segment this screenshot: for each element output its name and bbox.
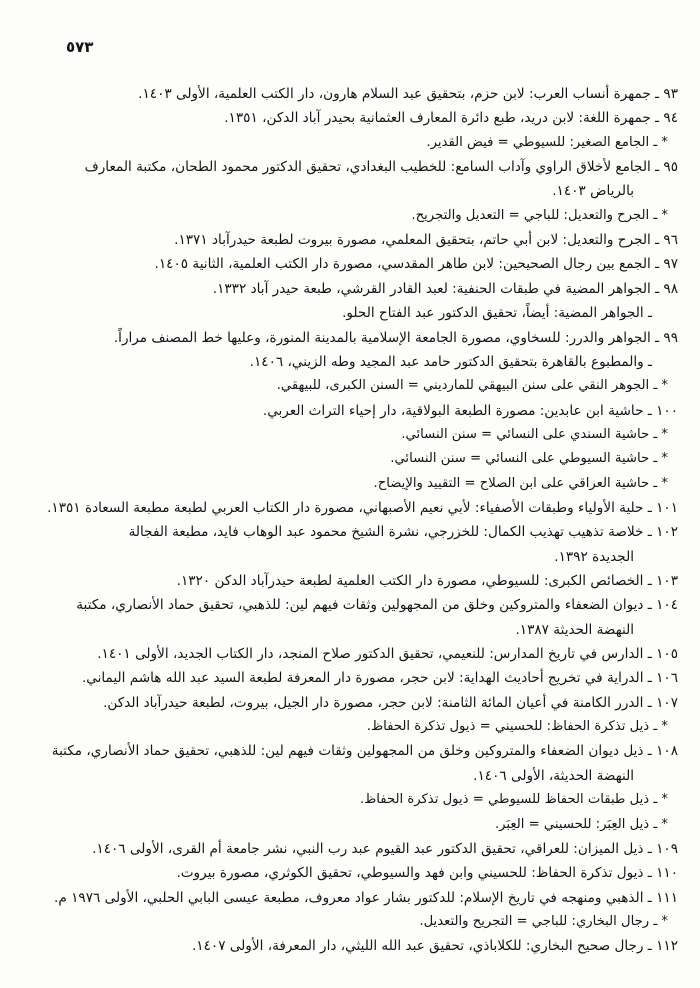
bibliography-entry: ١٠٠ ـ حاشية ابن عابدين: مصورة الطبعة البولاقية، دار إحياء التراث العربي. (262, 402, 678, 419)
cross-reference: * ـ حاشية السندي على النسائي = سنن النسائي. (401, 426, 668, 442)
entry-continuation: ـ والمطبوع بالقاهرة بتحقيق الدكتور حامد عبد المجيد وطه الزيني، ١٤٠٦. (249, 353, 652, 370)
cross-reference: * ـ ذيل تذكرة الحفاظ: للحسيني = ذيول تذكرة الحفاظ. (366, 719, 668, 735)
bibliography-entry: ١١٢ ـ رجال صحيح البخاري: للكلاباذي، تحقيق عبد الله الليثي، دار المعرفة، الأولى ١٤٠٧. (191, 938, 678, 955)
bibliography-entry: ١٠٣ ـ الخصائص الكبرى: للسيوطي، مصورة دار الكتب العلمية لطبعة حيدرآباد الدكن ١٣٢٠. (176, 573, 678, 589)
bibliography-entry: ٩٩ ـ الجواهر والدرر: للسخاوي، مصورة الجامعة الإسلامية بالمدينة المنورة، وعليها خط المصنف مراراً. (113, 329, 678, 346)
bibliography-entry: ٩٦ ـ الجرح والتعديل: لابن أبي حاتم، بتحقيق المعلمي، مصورة بيروت لطبعة حيدرآباد ١٣٧١. (174, 232, 678, 249)
bibliography-entry: ٩٨ ـ الجواهر المضية في طبقات الحنفية: لعبد القادر القرشي، طبعة حيدر آباد ١٣٣٢. (212, 280, 678, 297)
bibliography-entry: ٩٣ ـ جمهرة أنساب العرب: لابن حزم، بتحقيق عبد السلام هارون، دار الكتب العلمية، الأولى ١٤٠٣. (138, 86, 678, 102)
cross-reference: * ـ ذيل العِبَر: للحسيني = العِبَر. (494, 816, 668, 832)
bibliography-entry: ٩٤ ـ جمهرة اللغة: لابن دريد، طبع دائرة المعارف العثمانية بحيدر آباد الدكن، ١٣٥١. (224, 110, 678, 127)
bibliography-entry: ١٠٧ ـ الدرر الكامنة في أعيان المائة الثامنة: لابن حجر، مصورة دار الجيل، بيروت، لطبعة حيدرآباد الدكن. (103, 694, 678, 711)
cross-reference: * ـ حاشية العراقي على ابن الصلاح = التقييد والإيضاح. (373, 475, 668, 491)
entry-continuation: ـ الجواهر المضية: أيضاً، تحقيق الدكتور عبد الفتاح الحلو. (342, 305, 652, 322)
bibliography-entry: ١١١ ـ الذهبي ومنهجه في تاريخ الإسلام: للدكتور بشار عواد معروف، مطبعة عيسى البابي الحلبي، الأولى ١٩٧٦ م. (54, 889, 678, 906)
entry-continuation: النهضة الحديثة ١٣٨٧. (515, 621, 634, 638)
cross-reference: * ـ ذيل طبقات الحفاظ للسيوطي = ذيول تذكرة الحفاظ. (359, 792, 668, 808)
cross-reference: * ـ حاشية السيوطي على النسائي = سنن النسائي. (390, 451, 668, 467)
cross-reference: * ـ رجال البخاري: للباجي = التجريح والتعديل. (419, 913, 668, 929)
bibliography-entry: ١٠٨ ـ ذيل ديوان الضعفاء والمتروكين وخلق من المجهولين وثقات فيهم لين: للذهبي، تحقيق حماد الأنصاري، مكتبة (51, 743, 678, 760)
bibliography-entry: ١٠١ ـ حلية الأولياء وطبقات الأصفياء: لأبي نعيم الأصبهاني، مصورة دار الكتاب العربي لطبعة مطبعة السعادة ١٣٥١. (47, 499, 678, 516)
cross-reference: * ـ الجامع الصغير: للسيوطي = فيض القدير. (426, 134, 668, 150)
bibliography-entry: ١٠٤ ـ ديوان الضعفاء والمتروكين وخلق من المجهولين وثقات فيهم لين: للذهبي، تحقيق حماد الأنصاري، مكتبة (76, 597, 678, 614)
bibliography-entry: ١٠٩ ـ ذيل الميزان: للعراقي، تحقيق الدكتور عبد القيوم عبد رب النبي، نشر جامعة أم القرى، الأولى ١٤٠٦. (92, 840, 678, 857)
cross-reference: * ـ الجوهر النقي على سنن البيهقي للمارديني = السنن الكبرى، للبيهقي. (276, 378, 668, 394)
bibliography-entry: ١٠٥ ـ الدارس في تاريخ المدارس: للنعيمي، تحقيق الدكتور صلاح المنجد، دار الكتاب الجديد، الأولى ١٤٠١. (97, 646, 678, 663)
bibliography-entry: ٩٥ ـ الجامع لأخلاق الراوي وآداب السامع: للخطيب البغدادي، تحقيق الدكتور محمود الطحان، مكتبة المعارف (84, 159, 678, 176)
bibliography-entry: ١١٠ ـ ذيول تذكرة الحفاظ: للحسيني وابن فهد والسيوطي، تحقيق الكوثري، مصورة بيروت. (176, 865, 678, 882)
entry-continuation: بالرياض ١٤٠٣. (552, 183, 634, 200)
page-number: ٥٧٣ (66, 38, 94, 56)
entry-continuation: الجديدة ١٣٩٢. (554, 548, 634, 565)
cross-reference: * ـ الجرح والتعديل: للباجي = التعديل والتجريح. (411, 207, 668, 223)
entry-continuation: النهضة الحديثة، الأولى ١٤٠٦. (473, 767, 634, 784)
bibliography-entry: ١٠٢ ـ خلاصة تذهيب تهذيب الكمال: للخزرجي، نشرة الشيخ محمود عبد الوهاب فايد، مطبعة الفجالة (128, 524, 678, 541)
bibliography-entry: ١٠٦ ـ الدراية في تخريج أحاديث الهداية: لابن حجر، مصورة دار المعرفة لطبعة السيد عبد الله هاشم اليماني. (81, 670, 678, 687)
bibliography-entry: ٩٧ ـ الجمع بين رجال الصحيحين: لابن طاهر المقدسي، مصورة دار الكتب العلمية، الثانية ١٤٠٥. (154, 256, 678, 273)
